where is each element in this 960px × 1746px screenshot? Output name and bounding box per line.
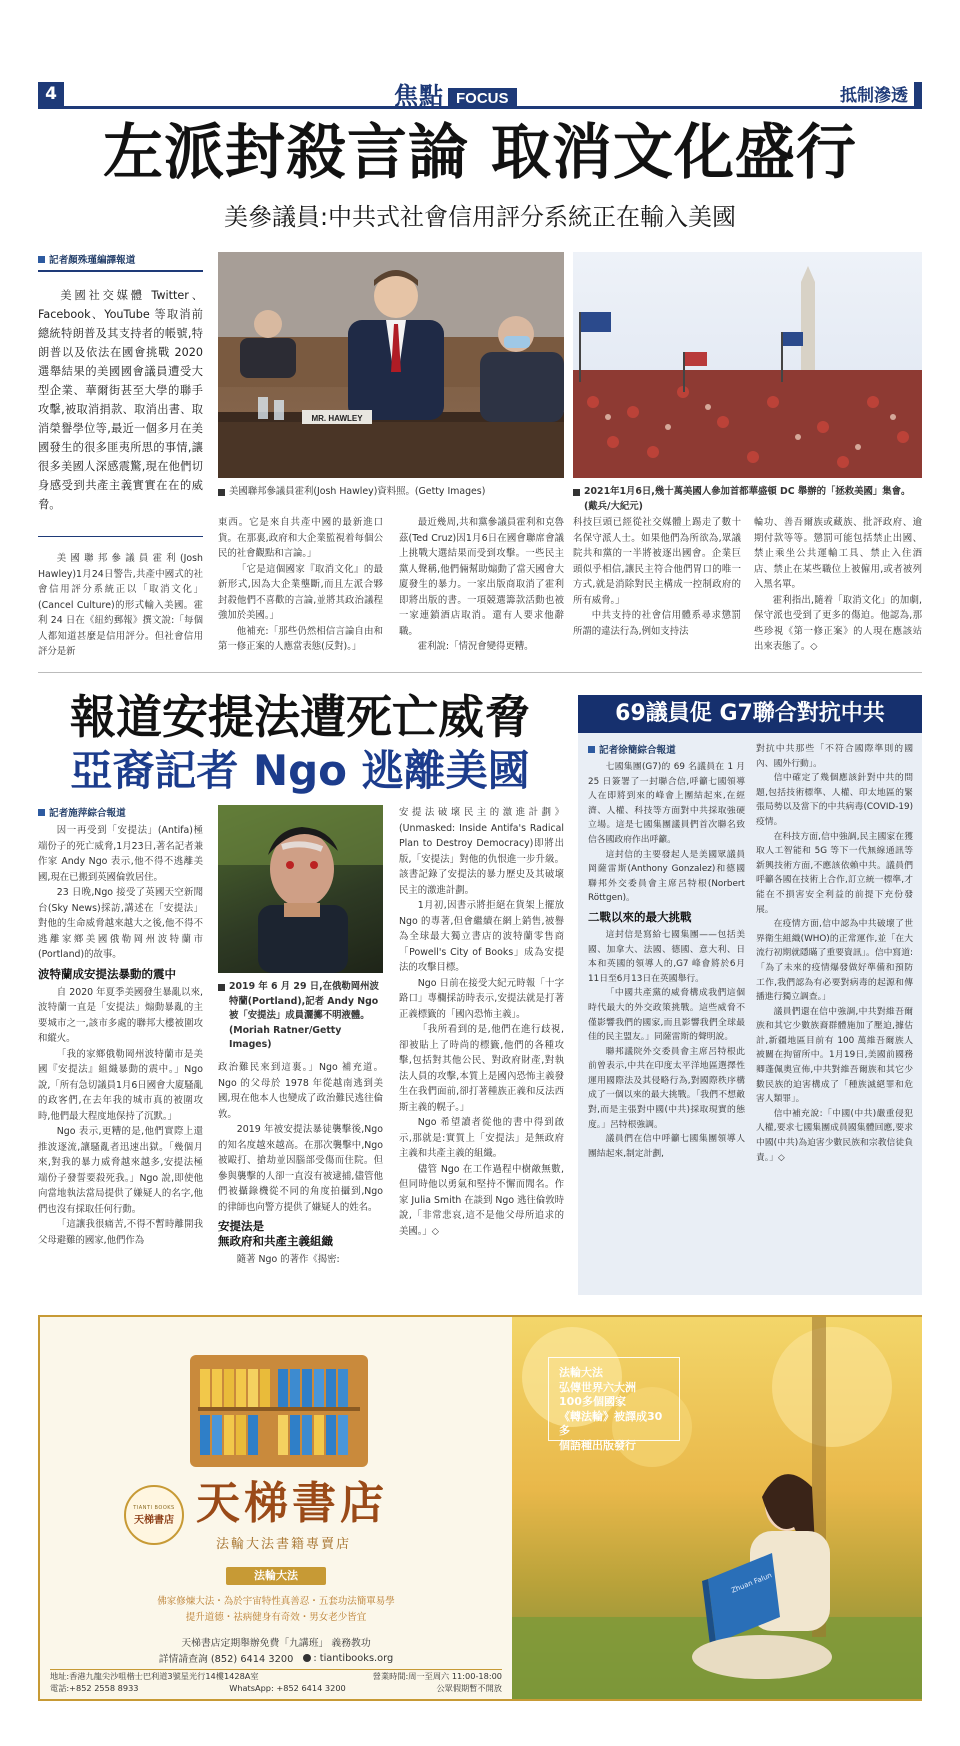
ad-free-course: 天梯書店定期舉辦免費「九講班」 義務教功 xyxy=(181,1638,371,1649)
globe-icon xyxy=(303,1654,311,1662)
article2-col2 xyxy=(218,1060,383,1268)
article2-photo-ngo xyxy=(218,805,383,973)
ad-website[interactable] xyxy=(303,1651,393,1665)
article1-col3-p1: 最近幾周,共和黨參議員霍利和克魯茲(Ted Cruz)因1月6日在國會聯席會議上挑戰大選結果而受到攻擊。一些民主黨人聲稱,他們倆幫助煽動了當天國會大廈發生的暴力。一家出版商取消了霍利即將出版的書。一項競選籌款活動也被一家連鎖酒店取消。還有人要求他辭職。 xyxy=(399,517,564,637)
article2-col1-p5: Ngo 表示,更糟的是,他們實際上還推波逐流,讓騷亂者迅速出獄。「幾個月來,對我的暴力威脅越來越多,安提法極端份子發誓要殺死我。」Ngo 說,即使他向當地執法當局提供了嫌疑人的名字,他們也沒有採取任何行動。 xyxy=(38,1126,203,1215)
article3-col2-p5: 議員們還在信中強調,中共對維吾爾族和其它少數族裔群體施加了壓迫,據估計,新疆地區目前有 100 萬維吾爾族人被關在拘留所中。1月19日,美國前國務卿蓬佩奧宣佈,中共對維吾爾族和其它少數民族的迫害構成了「種族滅絕罪和危害人類罪」。 xyxy=(756,1006,913,1105)
article2-col1 xyxy=(38,805,203,1248)
caption-marker-icon xyxy=(218,984,225,991)
article3-col2 xyxy=(756,742,913,1165)
logo-ring-text: TIANTI BOOKS xyxy=(133,1504,175,1511)
article1-photo-senator xyxy=(218,252,564,478)
article2-photo-caption xyxy=(218,980,383,1053)
article2-col3-p4: 「我所看到的是,他們在進行歧視,卻被貼上了時尚的標籤,他們的各種攻擊,包括對其他公民、對政府財產,對執法人員的攻擊,本質上是國內恐怖主義發生在我們面前,卻打著種族正義和反法西斯主義的幌子。」 xyxy=(399,1024,564,1113)
ad-store-name: 天梯書店 xyxy=(196,1478,388,1529)
article1-col4 xyxy=(573,515,741,639)
rally-illustration xyxy=(573,252,922,478)
article2-col2-subhead-1: 安提法是 xyxy=(218,1219,264,1233)
article3-byline-text: 記者徐簡綜合報道 xyxy=(599,745,676,756)
article1-col3-p2: 霍利說:「情況會變得更糟。 xyxy=(417,641,534,652)
article3-col2-p4: 在疫情方面,信中認為中共破壞了世界衛生組織(WHO)的正常運作,並「在大流行初期就隱瞞了重要資訊」。信中寫道:「為了未來的疫情爆發做好準備和預防工作,我們認為有必要對病毒的起源和傳播進行獨立調查。」 xyxy=(756,919,913,1003)
article2-col2-subhead-2: 無政府和共產主義組織 xyxy=(218,1234,333,1248)
section-topic: 抵制滲透 xyxy=(840,86,908,106)
byline-marker-icon xyxy=(38,256,45,263)
article1-col5 xyxy=(754,515,922,655)
byline-marker-icon xyxy=(38,809,45,816)
article2-col1-p4: 「我的家鄉俄勒岡州波特蘭市是美國『安提法』組織暴動的震中。」Ngo 說,「所有急切議員1月6日國會大廈騷亂的政客們,在去年我的城市真的被圍攻時,他們最大程度地保持了沉默。」 xyxy=(38,1048,203,1122)
lead-divider xyxy=(38,536,203,537)
ad-left-panel xyxy=(40,1317,512,1699)
article1-subheadline: 美參議員:中共式社會信用評分系統正在輸入美國 xyxy=(223,203,737,231)
article1-col2-p1: 東西。它是來自共產中國的最新進口貨。在那裏,政府和大企業監視着每個公民的社會觀點和言論。」 xyxy=(218,517,383,559)
article3-col2-p6: 信中補充說:「中國(中共)嚴重侵犯人權,要求七國集團成員國集體回應,要求中國(中共)為迫害少數民族和宗教信徒負責。」◇ xyxy=(756,1108,913,1163)
page-header xyxy=(38,80,922,110)
article1-col5-p1: 輪功、善吾爾族或藏族、批評政府、逾期付款等等。懲罰可能包括禁止出國、禁止乘坐公共運輸工具、禁止入住酒店、禁止在某些職位上被僱用,或者被列入黑名單。 xyxy=(754,517,922,590)
article2-col2-p3: 隨著 Ngo 的著作《揭密: xyxy=(236,1254,340,1265)
advertisement xyxy=(38,1315,922,1701)
article2-col3 xyxy=(399,805,564,1239)
article2-col1-p6: 「這讓我很痛苦,不得不暫時離開我父母避難的國家,他們作為 xyxy=(38,1219,203,1246)
ad-hours: 營業時間:周一至周六 11:00-18:00 xyxy=(372,1671,502,1681)
ad-address: 地址:香港九龍尖沙咀楷士巴利道3號星光行14樓1428A室 xyxy=(50,1671,259,1681)
bookshelf-illustration xyxy=(198,1363,360,1459)
nameplate-text: MR. HAWLEY xyxy=(311,414,363,423)
article1-lead-column xyxy=(38,252,203,660)
article1-byline xyxy=(38,252,203,266)
article2-col1-p3: 自 2020 年夏季美國發生暴亂以來,波特蘭一直是「安提法」煽動暴亂的主要城市之一,該市多處的聯邦大樓被圍攻和縱火。 xyxy=(38,986,203,1044)
article1-byline-text: 記者顏殊瑾編譯報道 xyxy=(49,255,136,266)
article3-col2-p3: 在科技方面,信中強調,民主國家在獲取人工智能和 5G 等下一代無線通訊等新興技術方面,不應該依賴中共。議員們呼籲各國在技術上合作,訂立統一標準,才能在不損害安全利益的前提下充份發展。 xyxy=(756,831,913,915)
ad-store-tagline: 法輪大法書籍專賣店 xyxy=(216,1537,352,1552)
article2-headline-line1: 報道安提法遭死亡威脅 xyxy=(70,690,530,744)
topic-marker xyxy=(914,82,922,106)
article1-headline: 左派封殺言論 取消文化盛行 xyxy=(103,118,857,188)
article3-col2-p1: 對抗中共那些「不符合國際準則的國內、國外行動」。 xyxy=(756,744,913,769)
article1-col5-p2: 霍利指出,隨着「取消文化」的加劇,保守派也受到了更多的傷迫。他認為,那些珍視《第一修正案》的人現在應該站出來表態了。◇ xyxy=(754,594,922,652)
article3-byline xyxy=(588,742,745,756)
article2-col2-p2: 2019 年被安提法暴徒襲擊後,Ngo 的知名度越來越高。在那次襲擊中,Ngo 被毆打、搶劫並因腦部受傷而住院。但參與襲擊的人卻一直沒有被逮捕,儘管他們被攝錄機從不同的角度拍攝到,Ngo 的律師也向警方提供了嫌疑人的姓名。 xyxy=(218,1124,383,1213)
promo-line-2: 弘傳世界六大洲 xyxy=(559,1380,636,1394)
ad-whatsapp: WhatsApp: +852 6414 3200 xyxy=(229,1683,346,1693)
section-title-chinese: 焦點 xyxy=(394,81,444,110)
article1-col2-p3: 他補充:「那些仍然相信言論自由和第一修正案的人應當表態(反對)。」 xyxy=(218,625,383,652)
article2-headline-line2: 亞裔記者 Ngo 逃離美國 xyxy=(70,746,530,795)
section-title-english: FOCUS xyxy=(448,88,517,109)
ad-book-cover-text: Zhuan Falun xyxy=(730,1571,774,1595)
article1-col4-p2: 中共支持的社會信用體系尋求懲罰所謂的違法行為,例如支持法 xyxy=(573,610,741,637)
article3-headline: 69議員促 G7聯合對抗中共 xyxy=(578,695,922,733)
article3-col1-p4: 「中國共產黨的威脅構成我們這個時代最大的外交政策挑戰。這些威脅不僅影響我們的國家,而且影響我們全球最佳的民主盟友。」同薩雷斯的聲明說。 xyxy=(588,988,745,1043)
ad-bookshelf xyxy=(190,1355,368,1467)
promo-line-5: 個語種出版發行 xyxy=(559,1438,636,1452)
article2-photo-caption-text: 2019 年 6 月 29 日,在俄勒岡州波特蘭(Portland),記者 Andy Ngo 被「安提法」成員灑擲不明液體。(Moriah Ratner/Getty Images) xyxy=(229,981,379,1050)
article1-photo-rally xyxy=(573,252,922,478)
ad-right-photo xyxy=(512,1317,922,1699)
page-number: 4 xyxy=(38,82,64,106)
promo-line-4: 《轉法輪》被譯成30多 xyxy=(559,1409,663,1437)
ad-info-strip xyxy=(50,1669,502,1695)
article1-photo1-caption-text: 美國聯邦參議員霍利(Josh Hawley)資料照。(Getty Images) xyxy=(229,486,486,497)
ad-website-text[interactable]: : tiantibooks.org xyxy=(313,1652,394,1664)
article2-col3-p1: 安提法破壞民主的激進計劃》(Unmasked: Inside Antifa's Radical Plan to Destroy Democracy)即將出版,「安提法」對他的仇恨進一步升級。該書記錄了安提法的暴力歷史及其破壞民主的激進計劃。 xyxy=(399,807,564,896)
ad-phone-enquiry: 詳情請查詢 (852) 6414 3200 xyxy=(158,1654,294,1665)
article2-col2-p1: 政治難民來到這裏。」Ngo 補充道。Ngo 的父母於 1978 年從越南逃到美國,現在他本人也變成了政治難民逃往倫敦。 xyxy=(218,1062,383,1120)
article2-col3-p6: 儘管 Ngo 在工作過程中樹敵無數,但同時他以勇氣和堅持不懈而聞名。作家 Julia Smith 在談到 Ngo 逃往倫敦時說,「非常悲哀,這不是他父母所追求的美國。」◇ xyxy=(399,1163,564,1237)
ad-phone: 電話:+852 2558 8933 xyxy=(50,1683,139,1693)
article2-col3-p2: 1月初,因書示將拒絕在貨架上擺放 Ngo 的專著,但會繼續在網上銷售,被譽為全球最大獨立書店的波特蘭零售商「Powell's City of Books」成為安提法的攻擊目標。 xyxy=(399,900,564,973)
article1-col1-text: 美國聯邦參議員霍利(Josh Hawley)1月24日警告,共產中國式的社會信用評分系統正以「取消文化」(Cancel Culture)的形式輸入美國。霍利 24 日在《紐約郵報》撰文說:「每個人都知道甚麼是信用評分。但社會信用評分是新 xyxy=(38,553,203,657)
ad-slogan-2: 提升道德・祛病健身有奇效・男女老少皆宜 xyxy=(185,1612,367,1623)
article3-col1-p5: 聯邦議院外交委員會主席呂特根此前曾表示,中共在印度太平洋地區選擇性運用國際法及其侵略行為,對國際秩序構成了一個以來的最大挑戰。「我們不想敵對,而是主張對中國(中共)採取現實的態度。」呂特根強調。 xyxy=(588,1046,745,1130)
article-divider xyxy=(38,672,922,673)
ad-holidays: 公眾假期暫不開放 xyxy=(436,1683,502,1693)
article2-col1-subhead: 波特蘭成安提法暴動的震中 xyxy=(38,966,176,981)
article1-lead-text: 美國社交媒體 Twitter、Facebook、YouTube 等取消前總統特朗普及其支持者的帳號,特朗普以及依法在國會挑戰 2020 選舉結果的美國國會議員遭受大型企業、華爾街甚至大學的聯手攻擊,被取消捐款、取消出書、取消榮譽學位等,最近一個多月在美國發生的很多匪夷所思的事情,讓很多美國人深感震驚,現在他們切身感受到共產主義實實在在的威脅。 xyxy=(38,289,203,511)
article2-col1-p2: 23 日晚,Ngo 接受了英國天空新聞台(Sky News)採訪,講述在「安提法」對他的生命威脅越來越大之後,他不得不逃離家鄉美國俄勒岡州波特蘭市(Portland)的故事。 xyxy=(38,887,203,960)
article1-col4-p1: 科技巨頭已經從社交媒體上踢走了數十名保守派人士。如果他們為所欲為,眾議院共和黨的一半將被逐出國會。企業巨頭似乎相信,讓民主符合他們胃口的唯一方式,就是消除對民主構成一控制政府的所有威脅。」 xyxy=(573,517,741,606)
article3-col1-p6: 議員們在信中呼籲七國集團領導人團結起來,制定計劃, xyxy=(588,1134,745,1159)
article3-col1-p3: 這封信是寫給七國集團——包括美國、加拿大、法國、德國、意大利、日本和英國的領導人的,G7 峰會將於6月11日至6月13日在英國舉行。 xyxy=(588,929,745,984)
article3-col2-p2: 信中確定了幾個應該針對中共的問題,包括技術標準、人權、印太地區的緊張局勢以及當下的中共病毒(COVID-19)疫情。 xyxy=(756,773,913,827)
article1-col3 xyxy=(399,515,564,655)
caption-marker-icon xyxy=(573,489,580,496)
ad-contact-row xyxy=(80,1651,472,1665)
article2-col3-p5: Ngo 希望讀者從他的書中得到啟示,那就是:實質上「安提法」是無政府主義和共產主義的組織。 xyxy=(399,1117,564,1159)
ad-banner: 法輪大法 xyxy=(226,1567,326,1585)
article3-col1-subhead: 二戰以來的最大挑戰 xyxy=(588,909,692,924)
byline-rule xyxy=(38,270,203,272)
promo-line-1: 法輪大法 xyxy=(559,1366,603,1379)
caption-marker-icon xyxy=(218,489,225,496)
article2-byline-text: 記者施萍綜合報道 xyxy=(49,808,126,819)
article1-col2-p2: 「它是這個國家『取消文化』的最新形式,因為大企業壟斷,而且左派合夥封殺他們不喜歡的言論,並將其政治議程強加於美國。」 xyxy=(218,563,383,621)
article3-col1 xyxy=(588,742,745,1161)
article1-col2 xyxy=(218,515,383,655)
byline-marker-icon xyxy=(588,746,595,753)
article1-photo2-caption-text: 2021年1月6日,幾十萬美國人參加首都華盛頓 DC 舉辦的「拯救美國」集會。(戴兵/大紀元) xyxy=(584,486,911,512)
article1-photo2-caption xyxy=(573,485,922,514)
section-logo xyxy=(394,76,517,111)
ad-promo-box xyxy=(548,1357,680,1452)
article3-col1-p1: 七國集團(G7)的 69 名議員在 1 月 25 日簽署了一封聯合信,呼籲七國領導人在即將到來的峰會上團結起來,在經濟、人權、科技等方面對中共採取強硬立場。這是七國集團議員們首次聯名致信各國政府作出呼籲。 xyxy=(588,762,745,845)
article3-col1-p2: 這封信的主要發起人是美國眾議員岡薩雷斯(Anthony Gonzalez)和德國聯邦外交委員會主席呂特根(Norbert Röttgen)。 xyxy=(588,849,745,904)
article1-photo1-caption xyxy=(218,485,564,500)
ngo-illustration xyxy=(218,805,383,973)
ad-slogan-1: 佛家修煉大法・為於宇宙特性真善忍・五套功法簡單易學 xyxy=(157,1596,395,1607)
promo-line-3: 100多個國家 xyxy=(559,1395,626,1408)
ad-store-logo xyxy=(124,1485,184,1545)
article2-col3-p3: Ngo 日前在接受大紀元時報「十字路口」專欄採訪時表示,安提法就是打著正義標籤的「國內恐怖主義」。 xyxy=(399,977,564,1020)
article2-col1-p1: 因一再受到「安提法」(Antifa)極端份子的死亡威脅,1月23日,著名記者兼作家 Andy Ngo 表示,他不得不逃離美國,現在已搬到英國倫敦居住。 xyxy=(38,825,203,883)
article2-byline xyxy=(38,805,203,819)
logo-text: 天梯書店 xyxy=(134,1514,174,1526)
senator-illustration xyxy=(218,252,564,478)
